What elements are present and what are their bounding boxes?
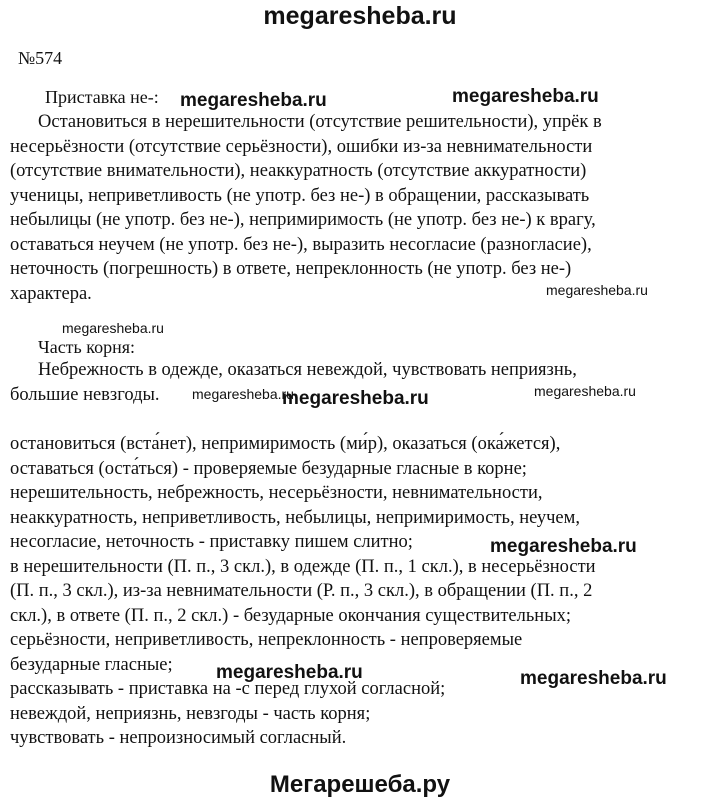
section-root-heading: Часть корня:	[38, 337, 135, 357]
text-line: безударные гласные;	[10, 654, 173, 675]
watermark-logo: megaresheba.ru	[452, 86, 599, 107]
text-line: серьёзности, неприветливость, непреклонность - непроверяемые	[10, 630, 523, 650]
watermark-logo: megaresheba.ru	[62, 320, 164, 336]
text-line: большие невзгоды.	[10, 384, 160, 405]
site-header-title: megaresheba.ru	[263, 2, 457, 30]
text-line: несерьёзности (отсутствие серьёзности), ошибки из-за невнимательности	[10, 136, 593, 157]
text-line: (П. п., 3 скл.), из-за невнимательности (Р. п., 3 скл.), в обращении (П. п., 2	[10, 581, 593, 601]
text-line: в нерешительности (П. п., 3 скл.), в одежде (П. п., 1 скл.), в несерьёзности	[10, 556, 596, 577]
watermark-logo: megaresheba.ru	[546, 282, 648, 298]
watermark-logo: megaresheba.ru	[282, 388, 429, 409]
watermark-logo: megaresheba.ru	[216, 662, 363, 683]
section-prefix-heading: Приставка не-:	[45, 87, 159, 107]
text-line: невеждой, неприязнь, невзгоды - часть корня;	[10, 703, 371, 724]
watermark-logo: megaresheba.ru	[180, 90, 327, 111]
site-footer-title: Мегарешеба.ру	[269, 771, 451, 798]
watermark-logo: megaresheba.ru	[192, 386, 294, 402]
analysis-text	[10, 432, 596, 751]
text-line: неточность (погрешность) в ответе, непреклонность (не употр. без не-)	[10, 259, 572, 279]
text-line: неаккуратность, неприветливость, небылицы, непримиримость, неучем,	[10, 507, 580, 528]
text-line: Остановиться в нерешительности (отсутствие решительности), упрёк в	[38, 112, 602, 132]
text-line: остановиться (вста́нет), непримиримость (ми́р), оказаться (ока́жется),	[10, 434, 561, 454]
text-line: небылицы (не употр. без не-), непримиримость (не употр. без не-) к врагу,	[10, 210, 596, 230]
text-line: рассказывать - приставка на -с перед глухой согласной;	[10, 679, 446, 699]
text-line: нерешительность, небрежность, несерьёзности, невнимательности,	[10, 483, 543, 503]
section-prefix-text	[10, 110, 602, 306]
text-line: Небрежность в одежде, оказаться невеждой, чувствовать неприязнь,	[38, 360, 577, 380]
text-line: скл.), в ответе (П. п., 2 скл.) - безударные окончания существительных;	[10, 605, 572, 626]
watermark-logo: megaresheba.ru	[490, 536, 637, 557]
text-line: характера.	[10, 283, 92, 304]
text-line: ученицы, неприветливость (не употр. без не-) в обращении, рассказывать	[10, 185, 590, 206]
text-line: (отсутствие внимательности), неаккуратность (отсутствие аккуратности)	[10, 161, 587, 181]
text-line: чувствовать - непроизносимый согласный.	[10, 728, 347, 748]
text-line: оставаться (оста́ться) - проверяемые безударные гласные в корне;	[10, 458, 527, 479]
watermark-logo: megaresheba.ru	[534, 383, 636, 399]
text-line: несогласие, неточность - приставку пишем слитно;	[10, 532, 413, 552]
text-line: оставаться неучем (не употр. без не-), выразить несогласие (разногласие),	[10, 234, 592, 255]
exercise-number: №574	[18, 48, 63, 68]
watermark-logo: megaresheba.ru	[520, 668, 667, 689]
